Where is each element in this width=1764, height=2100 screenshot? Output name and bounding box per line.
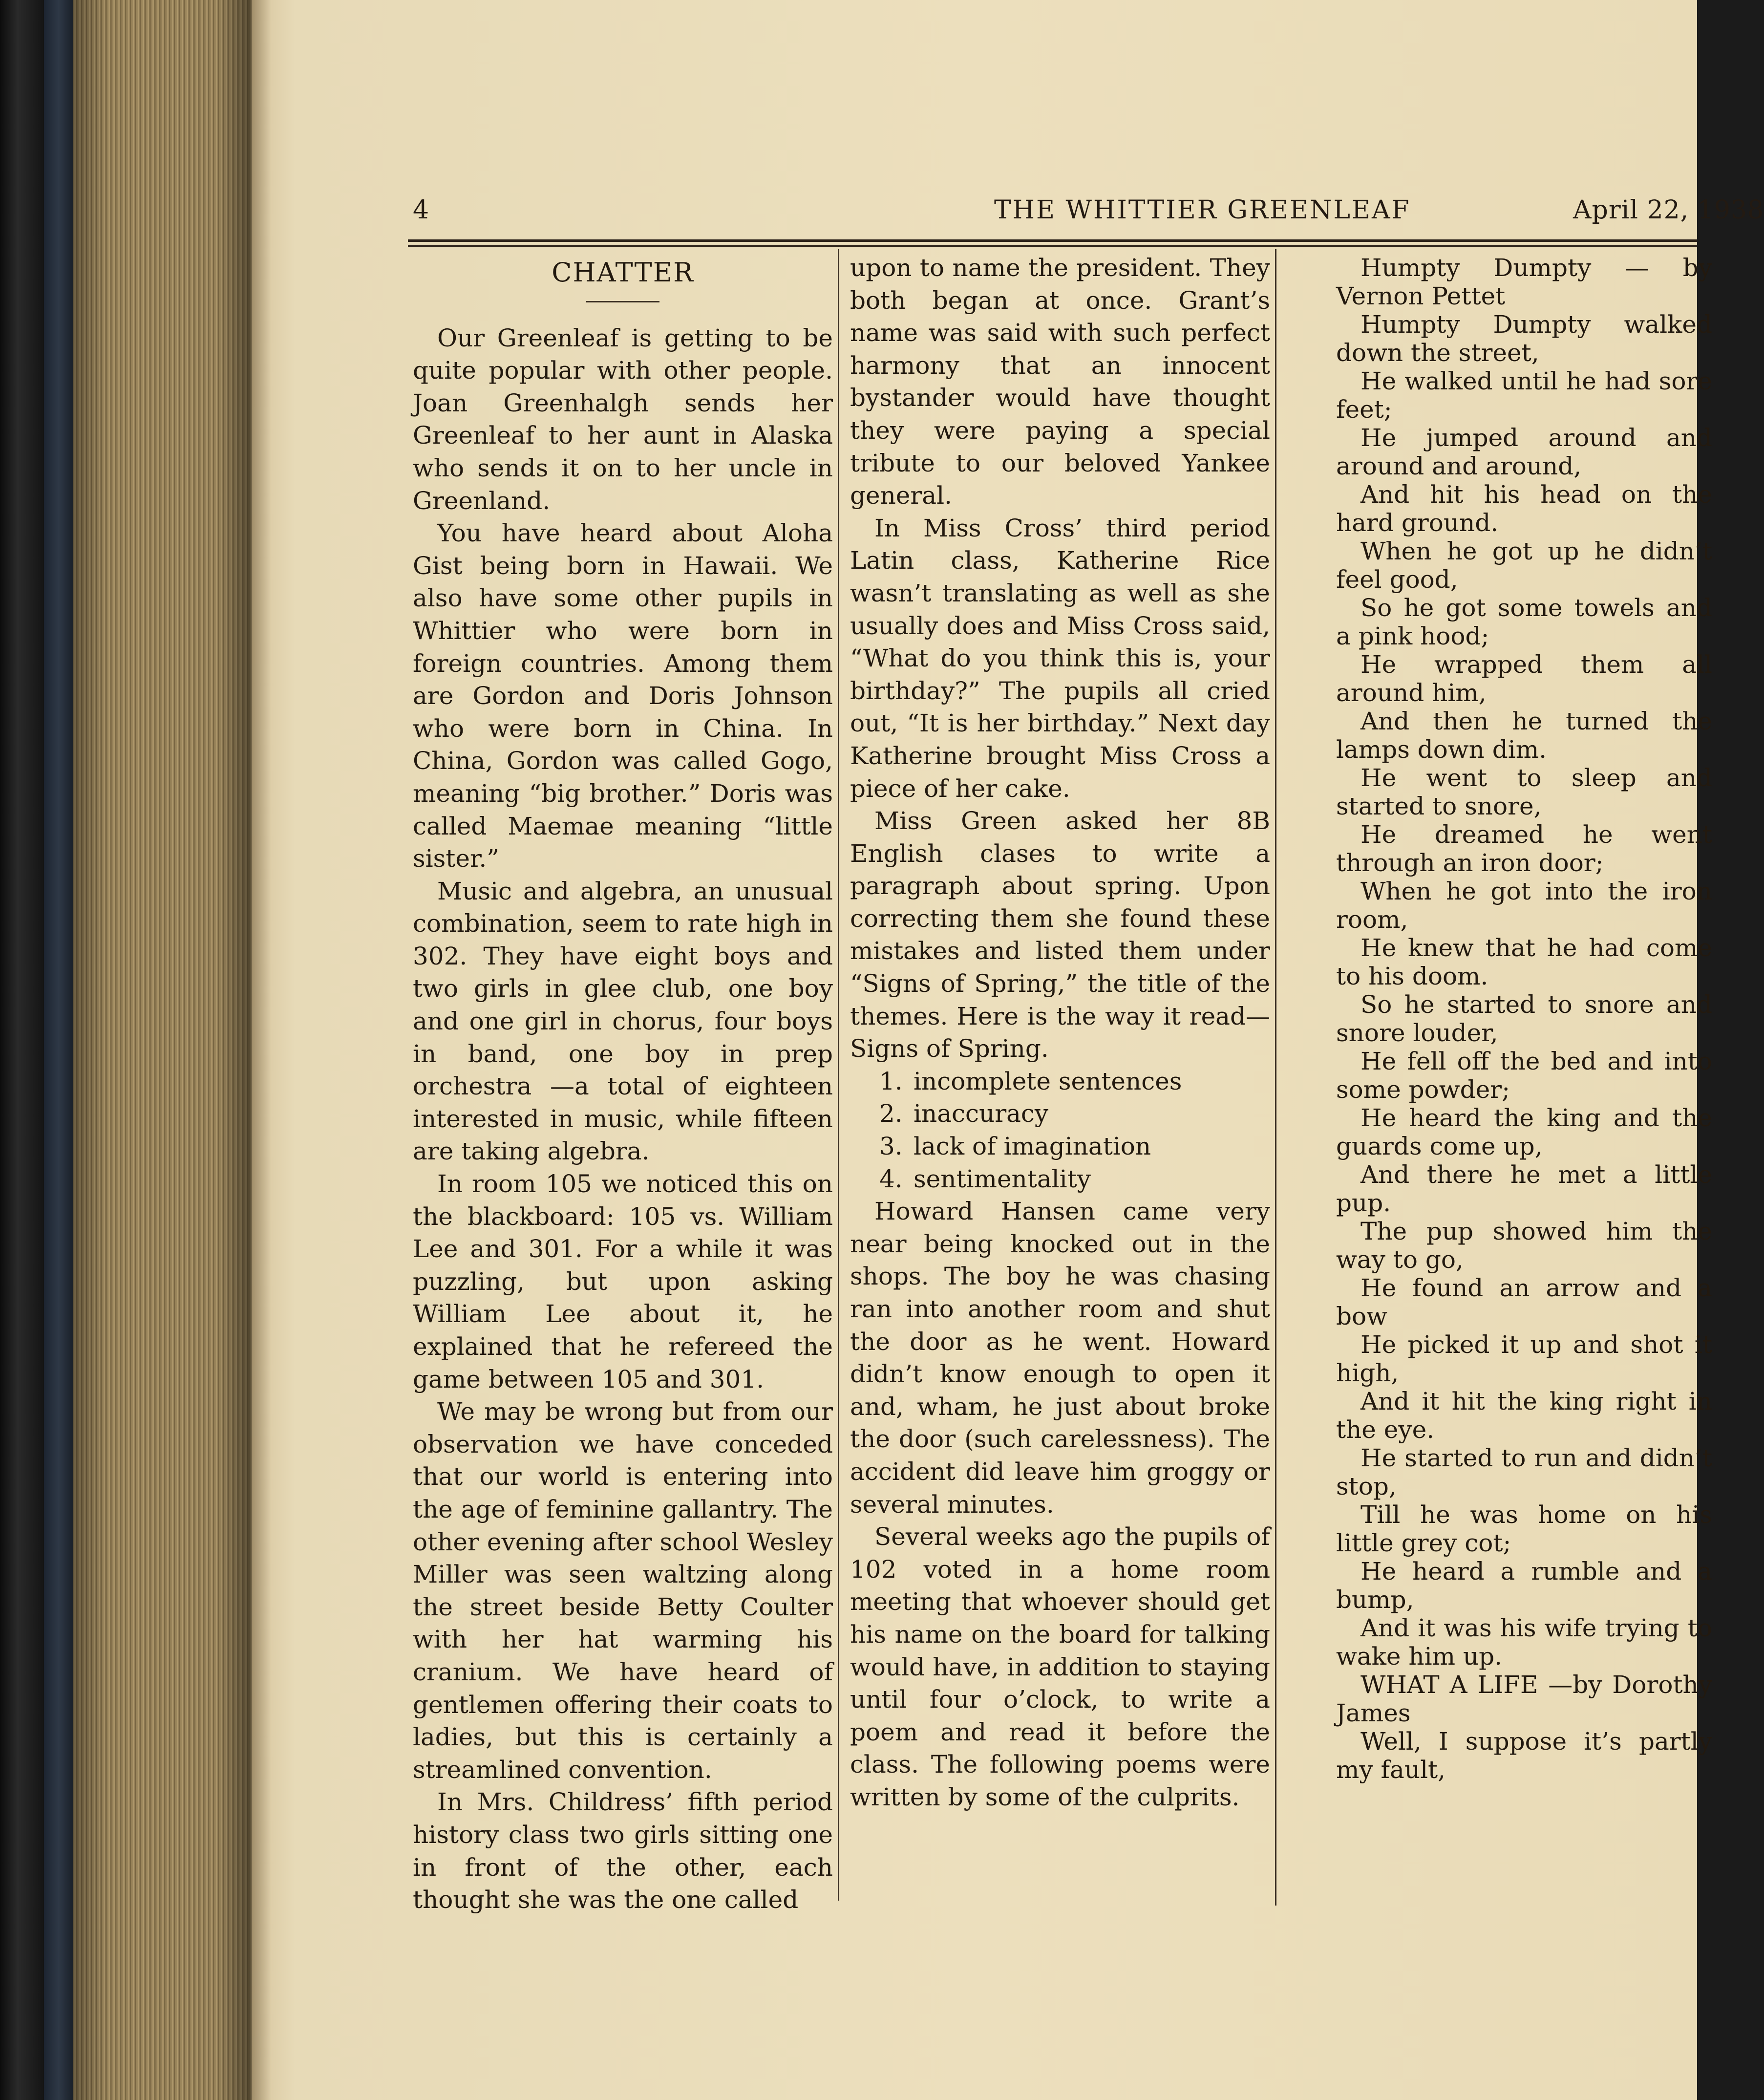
poem-line: Well, I suppose it’s partly my fault, [1336, 1727, 1712, 1784]
poem-line: He picked it up and shot it high, [1336, 1330, 1712, 1387]
book-cover-edge [44, 0, 73, 2100]
poem-line: So he started to snore and snore louder, [1336, 990, 1712, 1047]
header-rule-thick [408, 239, 1697, 242]
poem-line: And hit his head on the hard ground. [1336, 480, 1712, 537]
article-paragraph: Music and algebra, an unusual combination, seem to rate high in 302. They have eight boys and two girls in glee club, one boy and one girl in chorus, four boys in band, one boy in prep orchestra —a total of eighteen interested in music, while fifteen are taking algebra. [413, 877, 833, 1166]
article-paragraph: Several weeks ago the pupils of 102 voted in a home room meeting that whoever should get his name on the board for talking would have, in addition to staying until four o’clock, to write a poem and read it before the class. The following poems were written by some of the culprits. [850, 1522, 1270, 1811]
list-item-text: sentimentality [914, 1164, 1091, 1193]
article-paragraph: In Mrs. Childress’ fifth period history class two girls sitting one in front of the other, each thought she was the one called [413, 1788, 833, 1914]
poem-title: WHAT A LIFE —by Dorothy James [1336, 1671, 1712, 1727]
newspaper-page [252, 0, 1764, 2100]
poem-line: And it was his wife trying to wake him up. [1336, 1614, 1712, 1671]
poem-line: He started to run and didn’t stop, [1336, 1444, 1712, 1500]
page-number: 4 [413, 195, 430, 225]
poem-line: He jumped around and around and around, [1336, 424, 1712, 480]
list-item-number: 4. [879, 1164, 903, 1193]
poem-line: And then he turned the lamps down dim. [1336, 707, 1712, 764]
article-paragraph: Our Greenleaf is getting to be quite popular with other people. Joan Greenhalgh sends her Greenleaf to her aunt in Alaska who sends it on to her uncle in Greenland. [413, 323, 833, 515]
poem-line: He walked until he had sore feet; [1336, 367, 1712, 424]
article-paragraph: upon to name the president. They both began at once. Grant’s name was said with such perfect harmony that an innocent bystander would have thought they were paying a special tribute to our beloved Yankee general. [850, 254, 1270, 510]
column-middle [850, 252, 1270, 1814]
poem-line: He wrapped them all around him, [1336, 650, 1712, 707]
article-paragraph: You have heard about Aloha Gist being born in Hawaii. We also have some other pupils in Whittier who were born in foreign countries. Among them are Gordon and Doris Johnson who were born in China. In China, Gordon was called Gogo, meaning “big brother.” Doris was called Maemae meaning “little sister.” [413, 519, 833, 873]
poem-line: Till he was home on his little grey cot; [1336, 1500, 1712, 1557]
poem-line: He found an arrow and a bow [1336, 1274, 1712, 1330]
list-item [879, 1130, 1270, 1163]
page-edges [73, 0, 252, 2100]
list-item-number: 3. [879, 1132, 903, 1161]
article-paragraph: Miss Green asked her 8B English clases to write a paragraph about spring. Upon correcting them she found these mistakes and listed them under “Signs of Spring,” the title of the themes. Here is the way it read—Signs of Spring. [850, 807, 1270, 1063]
list-item [879, 1097, 1270, 1130]
poem-line: He heard the king and the guards come up, [1336, 1104, 1712, 1160]
book-binding [0, 0, 44, 2100]
list-item-number: 2. [879, 1099, 903, 1128]
list-item-text: inaccuracy [914, 1099, 1049, 1128]
poem-line: He went to sleep and started to snore, [1336, 764, 1712, 820]
poem-line: He fell off the bed and into some powder; [1336, 1047, 1712, 1104]
poem-line: He heard a rumble and a bump, [1336, 1557, 1712, 1614]
column-poems [1282, 252, 1712, 1784]
article-paragraph: In room 105 we noticed this on the blackboard: 105 vs. William Lee and 301. For a while it was puzzling, but upon asking William Lee about it, he explained that he refereed the game between 105 and 301. [413, 1170, 833, 1393]
poem-title: Humpty Dumpty — by Vernon Pettet [1336, 254, 1712, 310]
article-paragraph: Howard Hansen came very near being knocked out in the shops. The boy he was chasing ran into another room and shut the door as he went. Howard didn’t know enough to open it and, wham, he just about broke the door (such carelessness). The accident did leave him groggy or several minutes. [850, 1197, 1270, 1519]
list-item-text: lack of imagination [914, 1132, 1151, 1161]
poem-line: The pup showed him the way to go, [1336, 1217, 1712, 1274]
issue-date: April 22, 1938 [1573, 195, 1764, 225]
poem-line: When he got up he didn’t feel good, [1336, 537, 1712, 594]
poem-line: When he got into the iron room, [1336, 877, 1712, 934]
article-paragraph: In Miss Cross’ third period Latin class, Katherine Rice wasn’t translating as well as she usually does and Miss Cross said, “What do you think this is, your birthday?” The pupils all cried out, “It is her birthday.” Next day Katherine brought Miss Cross a piece of her cake. [850, 514, 1270, 803]
poem-line: Humpty Dumpty walked down the street, [1336, 310, 1712, 367]
list-item [879, 1065, 1270, 1098]
poem-line: And it hit the king right in the eye. [1336, 1387, 1712, 1444]
list-item-text: incomplete sentences [914, 1067, 1182, 1095]
title-underline [586, 301, 659, 302]
poem-line: He knew that he had come to his doom. [1336, 934, 1712, 990]
column-divider-2 [1275, 249, 1276, 1906]
masthead-title: THE WHITTIER GREENLEAF [994, 195, 1411, 225]
poem-line: So he got some towels and a pink hood; [1336, 594, 1712, 650]
header-rule-thin [408, 245, 1697, 247]
page-header [413, 195, 1764, 235]
list-item [879, 1163, 1270, 1196]
signs-of-spring-list [850, 1065, 1270, 1195]
column-chatter [413, 252, 833, 1916]
list-item-number: 1. [879, 1067, 903, 1095]
poem-line: And there he met a little pup. [1336, 1160, 1712, 1217]
section-title-chatter: CHATTER [552, 257, 694, 288]
article-paragraph: We may be wrong but from our observation we have conceded that our world is entering into the age of feminine gallantry. The other evening after school Wesley Miller was seen waltzing along the street beside Betty Coulter with her hat warming his cranium. We have heard of gentlemen offering their coats to ladies, but this is certainly a streamlined convention. [413, 1397, 833, 1784]
column-divider-1 [838, 249, 839, 1901]
poem-line: He dreamed he went through an iron door; [1336, 820, 1712, 877]
